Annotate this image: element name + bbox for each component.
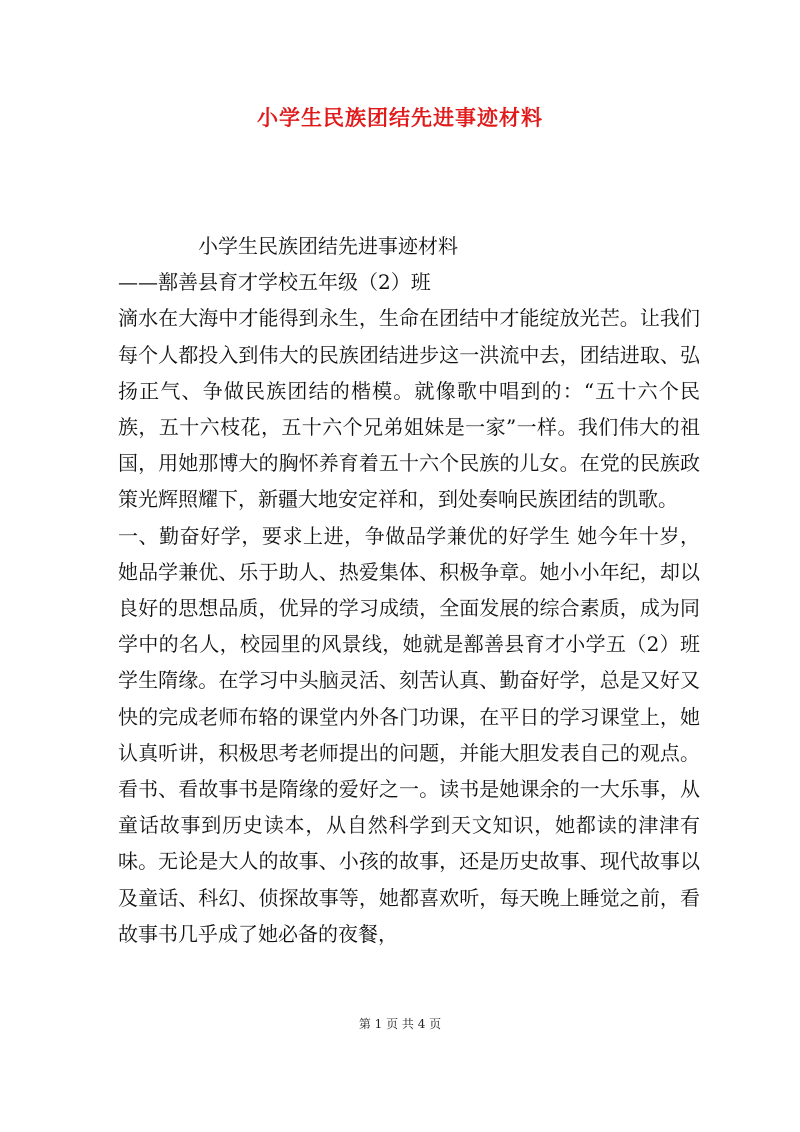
page-title: 小学生民族团结先进事迹材料	[257, 105, 543, 130]
paragraph-section-one: 一、勤奋好学，要求上进，争做品学兼优的好学生 她今年十岁，她品学兼优、乐于助人、热爱集体、积极争章。她小小年纪，却以良好的思想品质，优异的学习成绩，全面发展的综合素质，成为同学中的名人，校园里的风景线，她就是鄯善县育才小学五（2）班学生隋缘。在学习中头脑灵活、刻苦认真、勤奋好学，总是又好又快的完成老师布辂的课堂内外各门功课，在平日的学习课堂上，她认真听讲，积极思考老师提出的问题，并能大胆发表自己的观点。看书、看故事书是隋缘的爱好之一。读书是她课余的一大乐事，从童话故事到历史读本，从自然科学到天文知识，她都读的津津有味。无论是大人的故事、小孩的故事，还是历史故事、现代故事以及童话、科幻、侦探故事等，她都喜欢听，每天晚上睡觉之前，看故事书几乎成了她必备的夜餐，	[118, 523, 700, 946]
document-byline: ——鄯善县育才学校五年级（2）班	[118, 270, 431, 295]
paragraph-intro: 滴水在大海中才能得到永生，生命在团结中才能绽放光芒。让我们每个人都投入到伟大的民族团结进步这一洪流中去，团结进取、弘扬正气、争做民族团结的楷模。就像歌中唱到的：“五十六个民族，五十六枝花，五十六个兄弟姐妹是一家”一样。我们伟大的祖国，用她那博大的胸怀养育着五十六个民族的儿女。在党的民族政策光辉照耀下，新疆大地安定祥和，到处奏响民族团结的凯歌。	[118, 306, 700, 512]
document-body	[118, 228, 700, 952]
page-number-footer: 第 1 页 共 4 页	[358, 1017, 442, 1031]
document-subtitle: 小学生民族团结先进事迹材料	[198, 234, 458, 258]
